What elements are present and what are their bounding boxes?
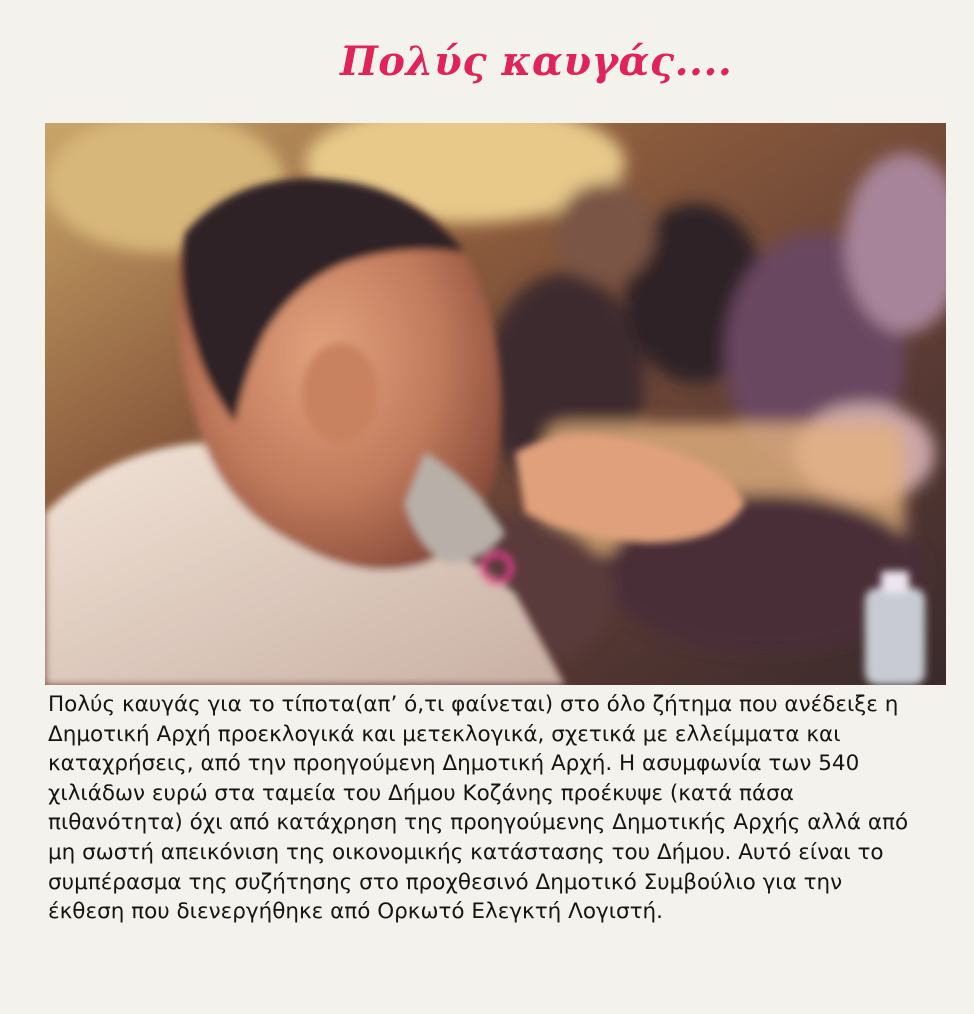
caption-line: χιλιάδων ευρώ στα ταμεία του Δήμου Κοζάνης προέκυψε (κατά πάσα — [48, 780, 794, 806]
headline: Πολύς καυγάς.... — [340, 38, 733, 85]
caption-line: μη σωστή απεικόνιση της οικονομικής κατάστασης του Δήμου. Αυτό είναι το — [48, 839, 884, 865]
caption-line: έκθεση που διενεργήθηκε από Ορκωτό Ελεγκτή Λογιστή. — [48, 899, 664, 925]
caption-line: Δημοτική Αρχή προεκλογικά και μετεκλογικά, σχετικά με ελλείμματα και — [48, 721, 841, 747]
caption-line: καταχρήσεις, από την προηγούμενη Δημοτική Αρχή. Η ασυμφωνία των 540 — [48, 751, 860, 777]
caption-line: πιθανότητα) όχι από κατάχρηση της προηγούμενης Δημοτικής Αρχής αλλά από — [48, 810, 909, 836]
caption-line: Πολύς καυγάς για το τίποτα(απ’ ό,τι φαίνεται) στο όλο ζήτημα που ανέδειξε η — [48, 692, 899, 717]
caption — [48, 690, 953, 927]
caption-line: συμπέρασμα της συζήτησης στο προχθεσινό Δημοτικό Συμβούλιο για την — [48, 869, 843, 895]
article-photo — [45, 123, 946, 685]
photo-illustration — [45, 123, 946, 685]
